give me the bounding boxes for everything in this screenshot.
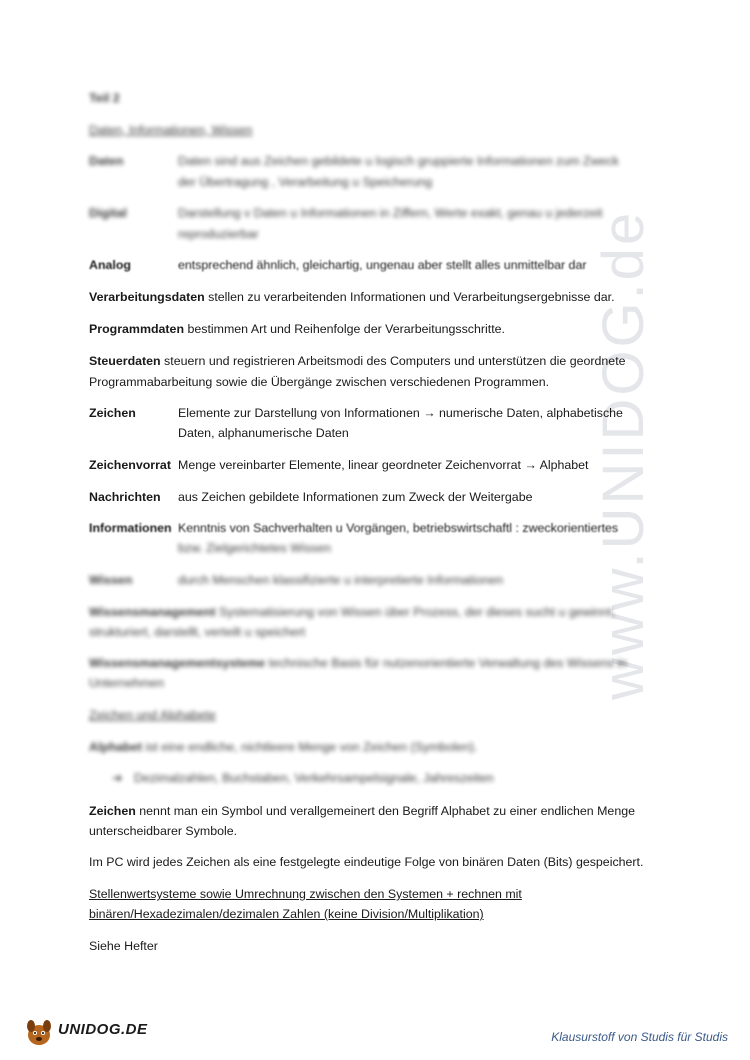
def-zeichenvorrat-part2: Alphabet <box>536 458 589 472</box>
def-informationen-line2: bzw. Zielgerichtetes Wissen <box>178 541 331 555</box>
term-daten: Daten <box>89 154 124 168</box>
paragraph-wms-line1 <box>89 653 627 673</box>
text-wissensmanagement-line1: Systematisierung von Wissen über Prozess, der dieses sucht u gewinnt, <box>215 605 616 619</box>
text-zeichen2-line1: nennt man ein Symbol und verallgemeinert den Begriff Alphabet zu einer endlichen Menge <box>135 804 635 818</box>
bullet-text: Dezimalzahlen, Buchstaben, Verkehrsampelsignale, Jahreszeiten <box>134 771 494 785</box>
text-wms-line2: Unternehmen <box>89 676 165 690</box>
text-wissensmanagement-line2: strukturiert, darstellt, verteilt u speichert <box>89 625 306 639</box>
stellenwert-line2: binären/Hexadezimalen/dezimalen Zahlen (keine Division/Multiplikation) <box>89 907 484 921</box>
term-programmdaten: Programmdaten <box>89 322 185 336</box>
text-steuerdaten-line1: steuern und registrieren Arbeitsmodi des Computers und unterstützen die geordnete <box>160 354 626 368</box>
def-zeichenvorrat <box>178 455 589 475</box>
term-informationen: Informationen <box>89 521 172 535</box>
paragraph-wissensmanagement-line1 <box>89 602 615 622</box>
text-verarbeitungsdaten: stellen zu verarbeitenden Informationen und Verarbeitungsergebnisse dar. <box>204 290 615 304</box>
def-daten-line1: Daten sind aus Zeichen gebildete u logisch gruppierte Informationen zum Zweck <box>178 154 619 168</box>
text-programmdaten: bestimmen Art und Reihenfolge der Verarbeitungsschritte. <box>184 322 505 336</box>
text-steuerdaten-line2: Programmabarbeitung sowie die Übergänge zwischen verschiedenen Programmen. <box>89 375 550 389</box>
unidog-logo[interactable] <box>22 1015 162 1051</box>
text-zeichen2-line2: unterscheidbarer Symbole. <box>89 824 238 838</box>
paragraph-pc: Im PC wird jedes Zeichen als eine festgelegte eindeutige Folge von binären Daten (Bits) gespeichert. <box>89 855 644 869</box>
arrow-icon: → <box>524 458 537 472</box>
dog-icon <box>22 1015 56 1049</box>
term-analog: Analog <box>89 258 131 272</box>
paragraph-zeichen2-line1 <box>89 801 635 821</box>
section2-title: Zeichen und Alphabete <box>89 708 216 722</box>
def-wissen: durch Menschen klassifizierte u interpretierte Informationen <box>178 573 504 587</box>
def-digital-line1: Darstellung v Daten u Informationen in Ziffern, Werte exakt, genau u jederzeit <box>178 206 603 220</box>
def-analog: entsprechend ähnlich, gleichartig, ungenau aber stellt alles unmittelbar dar <box>178 258 587 272</box>
def-informationen-line1: Kenntnis von Sachverhalten u Vorgängen, betriebswirtschaftl : zweckorientiertes <box>178 521 619 535</box>
def-zeichen-part1: Elemente zur Darstellung von Informationen <box>178 406 424 420</box>
watermark: www.UNIDOG.de <box>591 209 656 700</box>
arrow-icon: → <box>423 406 436 420</box>
paragraph-steuerdaten-line1 <box>89 351 626 371</box>
term-zeichenvorrat: Zeichenvorrat <box>89 458 171 472</box>
term-alphabet: Alphabet <box>89 740 143 754</box>
def-zeichen-line1 <box>178 403 623 423</box>
term-wissensmanagement: Wissensmanagement <box>89 605 216 619</box>
term-wissen: Wissen <box>89 573 133 587</box>
def-zeichenvorrat-part1: Menge vereinbarter Elemente, linear geordneter Zeichenvorrat <box>178 458 525 472</box>
term-digital: Digital <box>89 206 127 220</box>
def-zeichen-line2: Daten, alphanumerische Daten <box>178 426 349 440</box>
paragraph-alphabet <box>89 737 477 757</box>
footer-tagline: Klausurstoff von Studis für Studis <box>551 1030 728 1044</box>
term-wissensmanagementsysteme: Wissensmanagementsysteme <box>89 656 266 670</box>
paragraph-verarbeitungsdaten <box>89 287 615 307</box>
section-subtitle: Daten, Informationen, Wissen <box>89 123 253 137</box>
siehe-hefter: Siehe Hefter <box>89 939 158 953</box>
bullet-arrow-icon: ➔ <box>112 771 123 785</box>
paragraph-programmdaten <box>89 319 505 339</box>
logo-text: UNIDOG.DE <box>58 1021 148 1038</box>
def-digital-line2: reproduzierbar <box>178 227 259 241</box>
term-nachrichten: Nachrichten <box>89 490 161 504</box>
term-zeichen2: Zeichen <box>89 804 136 818</box>
term-verarbeitungsdaten: Verarbeitungsdaten <box>89 290 205 304</box>
def-zeichen-part2: numerische Daten, alphabetische <box>435 406 623 420</box>
def-nachrichten: aus Zeichen gebildete Informationen zum Zweck der Weitergabe <box>178 490 533 504</box>
term-zeichen: Zeichen <box>89 406 136 420</box>
def-daten-line2: der Übertragung , Verarbeitung u Speicherung <box>178 175 433 189</box>
stellenwert-line1: Stellenwertsysteme sowie Umrechnung zwischen den Systemen + rechnen mit <box>89 887 522 901</box>
text-alphabet: ist eine endliche, nichtleere Menge von Zeichen (Symbolen). <box>142 740 478 754</box>
section-title: Teil 2 <box>89 91 120 105</box>
term-steuerdaten: Steuerdaten <box>89 354 161 368</box>
text-wms-line1: technische Basis für nutzenorientierte Verwaltung des Wissens in <box>265 656 627 670</box>
